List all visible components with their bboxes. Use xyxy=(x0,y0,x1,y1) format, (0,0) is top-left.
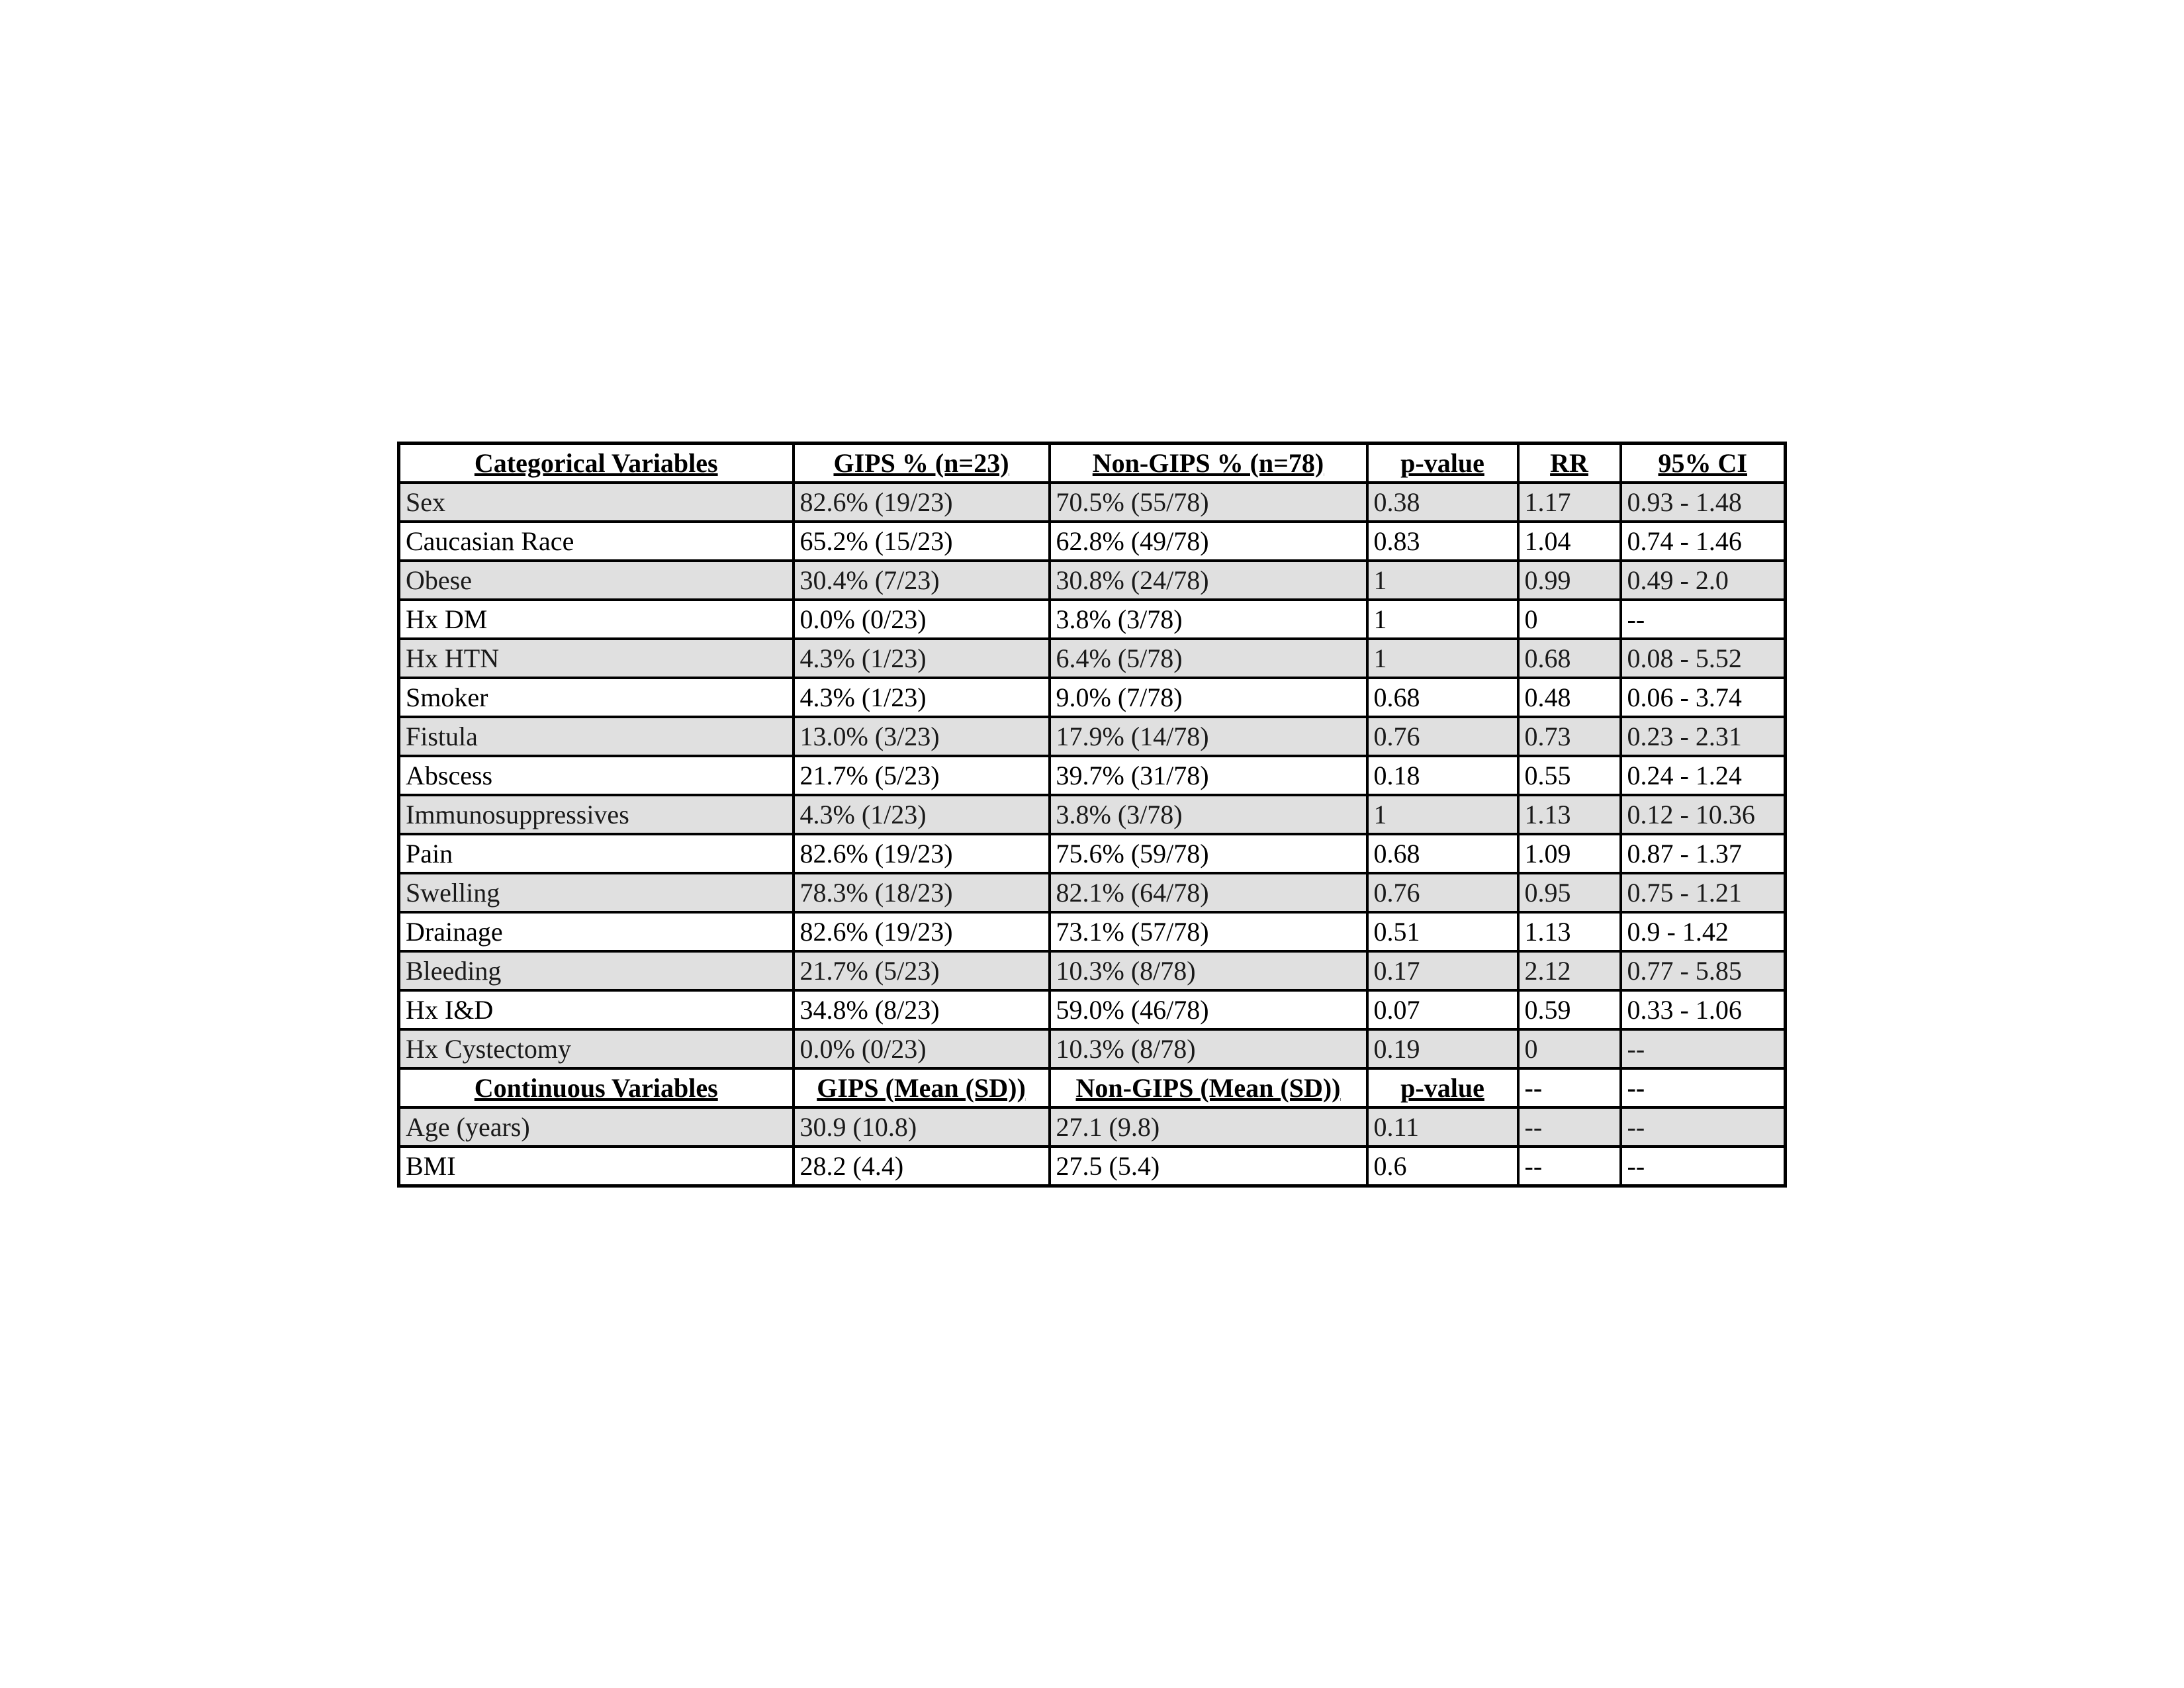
ci-cell: 0.33 - 1.06 xyxy=(1621,990,1786,1029)
non-gips-cell: 3.8% (3/78) xyxy=(1050,795,1367,834)
table-row xyxy=(399,1107,1786,1147)
non-gips-cell: 59.0% (46/78) xyxy=(1050,990,1367,1029)
non-gips-cell: 17.9% (14/78) xyxy=(1050,717,1367,756)
variable-cell: Hx Cystectomy xyxy=(399,1029,794,1068)
variable-cell: Fistula xyxy=(399,717,794,756)
header-rr: RR xyxy=(1518,444,1621,483)
table-row xyxy=(399,795,1786,834)
table-row xyxy=(399,756,1786,795)
rr-cell: 1.13 xyxy=(1518,795,1621,834)
ci-cell: 0.93 - 1.48 xyxy=(1621,483,1786,522)
gips-cell: 28.2 (4.4) xyxy=(794,1147,1050,1186)
table-row xyxy=(399,1147,1786,1186)
ci-cell: -- xyxy=(1621,1147,1786,1186)
p-value-cell: 0.07 xyxy=(1367,990,1518,1029)
ci-cell: 0.74 - 1.46 xyxy=(1621,522,1786,561)
gips-cell: 34.8% (8/23) xyxy=(794,990,1050,1029)
gips-cell: 4.3% (1/23) xyxy=(794,639,1050,678)
non-gips-cell: 30.8% (24/78) xyxy=(1050,561,1367,600)
non-gips-cell: 9.0% (7/78) xyxy=(1050,678,1367,717)
ci-cell: 0.49 - 2.0 xyxy=(1621,561,1786,600)
p-value-cell: 1 xyxy=(1367,600,1518,639)
variable-cell: Sex xyxy=(399,483,794,522)
p-value-cell: 0.38 xyxy=(1367,483,1518,522)
rr-cell: 1.09 xyxy=(1518,834,1621,873)
rr-cell: 1.13 xyxy=(1518,912,1621,951)
non-gips-cell: 39.7% (31/78) xyxy=(1050,756,1367,795)
non-gips-cell: 62.8% (49/78) xyxy=(1050,522,1367,561)
ci-cell: 0.06 - 3.74 xyxy=(1621,678,1786,717)
non-gips-cell: 6.4% (5/78) xyxy=(1050,639,1367,678)
p-value-cell: 1 xyxy=(1367,795,1518,834)
rr-cell: 0.68 xyxy=(1518,639,1621,678)
non-gips-cell: 10.3% (8/78) xyxy=(1050,951,1367,990)
gips-cell: 82.6% (19/23) xyxy=(794,834,1050,873)
table-row xyxy=(399,912,1786,951)
non-gips-cell: 27.5 (5.4) xyxy=(1050,1147,1367,1186)
variable-cell: Smoker xyxy=(399,678,794,717)
p-value-cell: 0.17 xyxy=(1367,951,1518,990)
p-value-cell: 0.6 xyxy=(1367,1147,1518,1186)
p-value-cell: 0.76 xyxy=(1367,717,1518,756)
non-gips-cell: 82.1% (64/78) xyxy=(1050,873,1367,912)
ci-cell: 0.87 - 1.37 xyxy=(1621,834,1786,873)
ci-cell: -- xyxy=(1621,1029,1786,1068)
header-95-ci: 95% CI xyxy=(1621,444,1786,483)
rr-cell: -- xyxy=(1518,1107,1621,1147)
gips-cell: 30.4% (7/23) xyxy=(794,561,1050,600)
rr-cell: 0.99 xyxy=(1518,561,1621,600)
rr-cell: 1.04 xyxy=(1518,522,1621,561)
gips-cell: 78.3% (18/23) xyxy=(794,873,1050,912)
table-row xyxy=(399,600,1786,639)
p-value-cell: 0.11 xyxy=(1367,1107,1518,1147)
ci-cell: 0.12 - 10.36 xyxy=(1621,795,1786,834)
non-gips-cell: 10.3% (8/78) xyxy=(1050,1029,1367,1068)
gips-cell: 13.0% (3/23) xyxy=(794,717,1050,756)
rr-cell: 0 xyxy=(1518,1029,1621,1068)
header-non-gips-mean-sd: Non-GIPS (Mean (SD)) xyxy=(1050,1068,1367,1107)
gips-cell: 4.3% (1/23) xyxy=(794,795,1050,834)
ci-cell: 0.75 - 1.21 xyxy=(1621,873,1786,912)
variable-cell: Bleeding xyxy=(399,951,794,990)
gips-cell: 21.7% (5/23) xyxy=(794,951,1050,990)
rr-cell: 0.55 xyxy=(1518,756,1621,795)
p-value-cell: 0.18 xyxy=(1367,756,1518,795)
table-row xyxy=(399,1029,1786,1068)
categorical-header-row xyxy=(399,444,1786,483)
variable-cell: Age (years) xyxy=(399,1107,794,1147)
non-gips-cell: 73.1% (57/78) xyxy=(1050,912,1367,951)
gips-cell: 30.9 (10.8) xyxy=(794,1107,1050,1147)
variable-cell: Hx I&D xyxy=(399,990,794,1029)
p-value-cell: 0.68 xyxy=(1367,834,1518,873)
table-row xyxy=(399,639,1786,678)
p-value-cell: 0.76 xyxy=(1367,873,1518,912)
table-row xyxy=(399,678,1786,717)
table-row xyxy=(399,717,1786,756)
variable-cell: Abscess xyxy=(399,756,794,795)
rr-cell: 0.95 xyxy=(1518,873,1621,912)
rr-cell: 2.12 xyxy=(1518,951,1621,990)
p-value-cell: 0.83 xyxy=(1367,522,1518,561)
ci-cell: 0.24 - 1.24 xyxy=(1621,756,1786,795)
table-row xyxy=(399,873,1786,912)
p-value-cell: 0.68 xyxy=(1367,678,1518,717)
table-row xyxy=(399,522,1786,561)
header-categorical-variables: Categorical Variables xyxy=(399,444,794,483)
gips-cell: 0.0% (0/23) xyxy=(794,600,1050,639)
header-p-value: p-value xyxy=(1367,444,1518,483)
rr-cell: 0.48 xyxy=(1518,678,1621,717)
non-gips-cell: 70.5% (55/78) xyxy=(1050,483,1367,522)
header-ci-placeholder: -- xyxy=(1621,1068,1786,1107)
ci-cell: 0.23 - 2.31 xyxy=(1621,717,1786,756)
rr-cell: 0 xyxy=(1518,600,1621,639)
variable-cell: BMI xyxy=(399,1147,794,1186)
variable-cell: Caucasian Race xyxy=(399,522,794,561)
p-value-cell: 0.51 xyxy=(1367,912,1518,951)
table-row xyxy=(399,834,1786,873)
variable-cell: Immunosuppressives xyxy=(399,795,794,834)
gips-cell: 4.3% (1/23) xyxy=(794,678,1050,717)
non-gips-cell: 3.8% (3/78) xyxy=(1050,600,1367,639)
rr-cell: 0.73 xyxy=(1518,717,1621,756)
variable-cell: Obese xyxy=(399,561,794,600)
ci-cell: 0.9 - 1.42 xyxy=(1621,912,1786,951)
table-row xyxy=(399,561,1786,600)
table-row xyxy=(399,951,1786,990)
variable-cell: Hx HTN xyxy=(399,639,794,678)
gips-cell: 82.6% (19/23) xyxy=(794,912,1050,951)
header-rr-placeholder: -- xyxy=(1518,1068,1621,1107)
gips-cell: 65.2% (15/23) xyxy=(794,522,1050,561)
variable-cell: Drainage xyxy=(399,912,794,951)
gips-cell: 21.7% (5/23) xyxy=(794,756,1050,795)
rr-cell: 0.59 xyxy=(1518,990,1621,1029)
p-value-cell: 0.19 xyxy=(1367,1029,1518,1068)
ci-cell: 0.77 - 5.85 xyxy=(1621,951,1786,990)
p-value-cell: 1 xyxy=(1367,561,1518,600)
table-row xyxy=(399,483,1786,522)
table-row xyxy=(399,990,1786,1029)
ci-cell: -- xyxy=(1621,600,1786,639)
comparison-table-container xyxy=(397,442,1784,1188)
header-p-value-continuous: p-value xyxy=(1367,1068,1518,1107)
p-value-cell: 1 xyxy=(1367,639,1518,678)
header-gips-mean-sd: GIPS (Mean (SD)) xyxy=(794,1068,1050,1107)
header-gips-percent: GIPS % (n=23) xyxy=(794,444,1050,483)
variable-cell: Hx DM xyxy=(399,600,794,639)
variable-cell: Pain xyxy=(399,834,794,873)
header-continuous-variables: Continuous Variables xyxy=(399,1068,794,1107)
non-gips-cell: 27.1 (9.8) xyxy=(1050,1107,1367,1147)
variable-cell: Swelling xyxy=(399,873,794,912)
rr-cell: -- xyxy=(1518,1147,1621,1186)
continuous-header-row xyxy=(399,1068,1786,1107)
header-non-gips-percent: Non-GIPS % (n=78) xyxy=(1050,444,1367,483)
gips-cell: 0.0% (0/23) xyxy=(794,1029,1050,1068)
ci-cell: -- xyxy=(1621,1107,1786,1147)
non-gips-cell: 75.6% (59/78) xyxy=(1050,834,1367,873)
rr-cell: 1.17 xyxy=(1518,483,1621,522)
comparison-table xyxy=(397,442,1787,1188)
ci-cell: 0.08 - 5.52 xyxy=(1621,639,1786,678)
gips-cell: 82.6% (19/23) xyxy=(794,483,1050,522)
